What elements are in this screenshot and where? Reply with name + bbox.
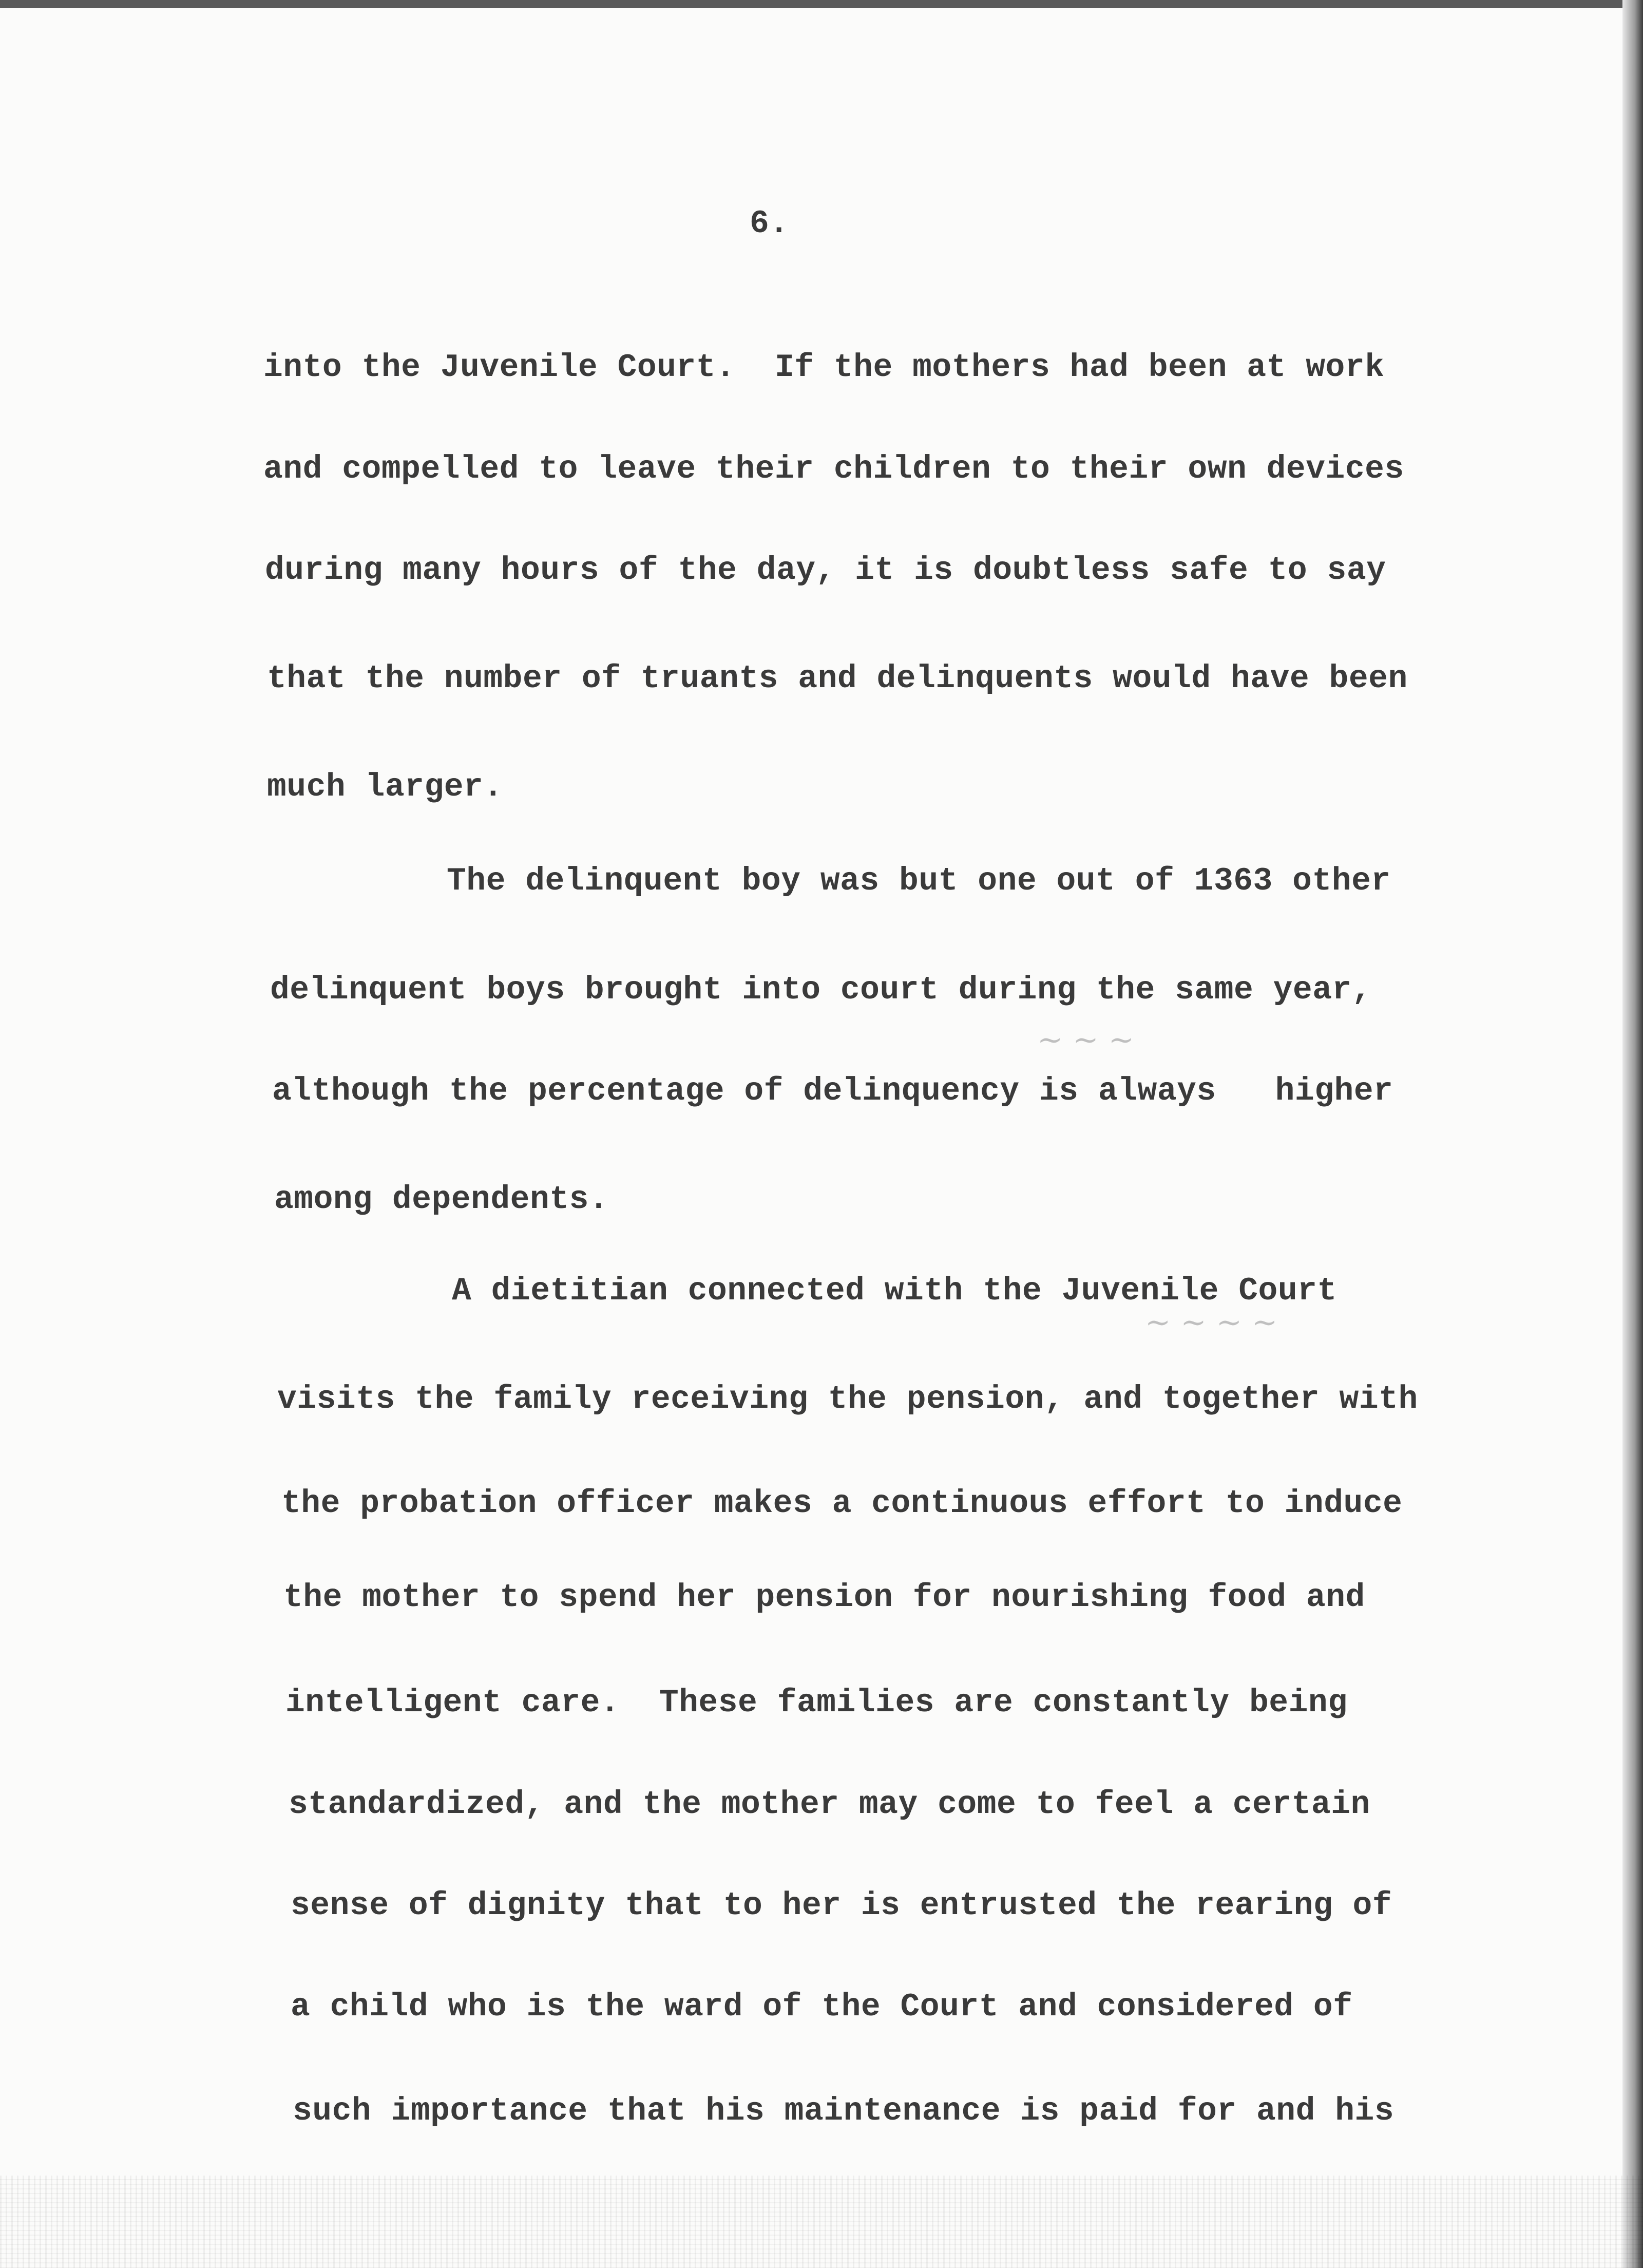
text-line: the mother to spend her pension for nourishing food and xyxy=(283,1579,1365,1616)
paragraph-start-line: A dietitian connected with the Juvenile Court xyxy=(452,1273,1337,1309)
text-line: sense of dignity that to her is entrusted the rearing of xyxy=(291,1887,1392,1924)
text-line: standardized, and the mother may come to feel a certain xyxy=(289,1786,1370,1823)
text-line: and compelled to leave their children to their own devices xyxy=(263,451,1404,487)
faded-handwriting-mark: ~ ~ ~ xyxy=(1037,1022,1134,1058)
text-line: the probation officer makes a continuous effort to induce xyxy=(281,1485,1403,1522)
scan-top-border xyxy=(0,0,1643,8)
text-line: that the number of truants and delinquents would have been xyxy=(267,660,1408,697)
text-line: visits the family receiving the pension, and together with xyxy=(277,1381,1418,1418)
text-line: into the Juvenile Court. If the mothers had been at work xyxy=(263,349,1385,386)
text-line: among dependents. xyxy=(274,1181,609,1218)
text-line: a child who is the ward of the Court and considered of xyxy=(291,1989,1353,2025)
paragraph-start-line: The delinquent boy was but one out of 1363 other xyxy=(447,863,1391,899)
text-line: delinquent boys brought into court during the same year, xyxy=(270,972,1372,1008)
text-line: such importance that his maintenance is paid for and his xyxy=(293,2093,1394,2129)
text-line: much larger. xyxy=(267,769,503,805)
faded-handwriting-mark: ~ ~ ~ ~ xyxy=(1145,1305,1278,1340)
scan-bottom-noise xyxy=(0,2176,1643,2268)
text-line: although the percentage of delinquency is always higher xyxy=(272,1073,1393,1109)
page-number: 6. xyxy=(750,205,789,242)
text-line: intelligent care. These families are constantly being xyxy=(285,1685,1348,1721)
scan-right-edge xyxy=(1622,0,1643,2268)
text-line: during many hours of the day, it is doubtless safe to say xyxy=(265,552,1386,589)
